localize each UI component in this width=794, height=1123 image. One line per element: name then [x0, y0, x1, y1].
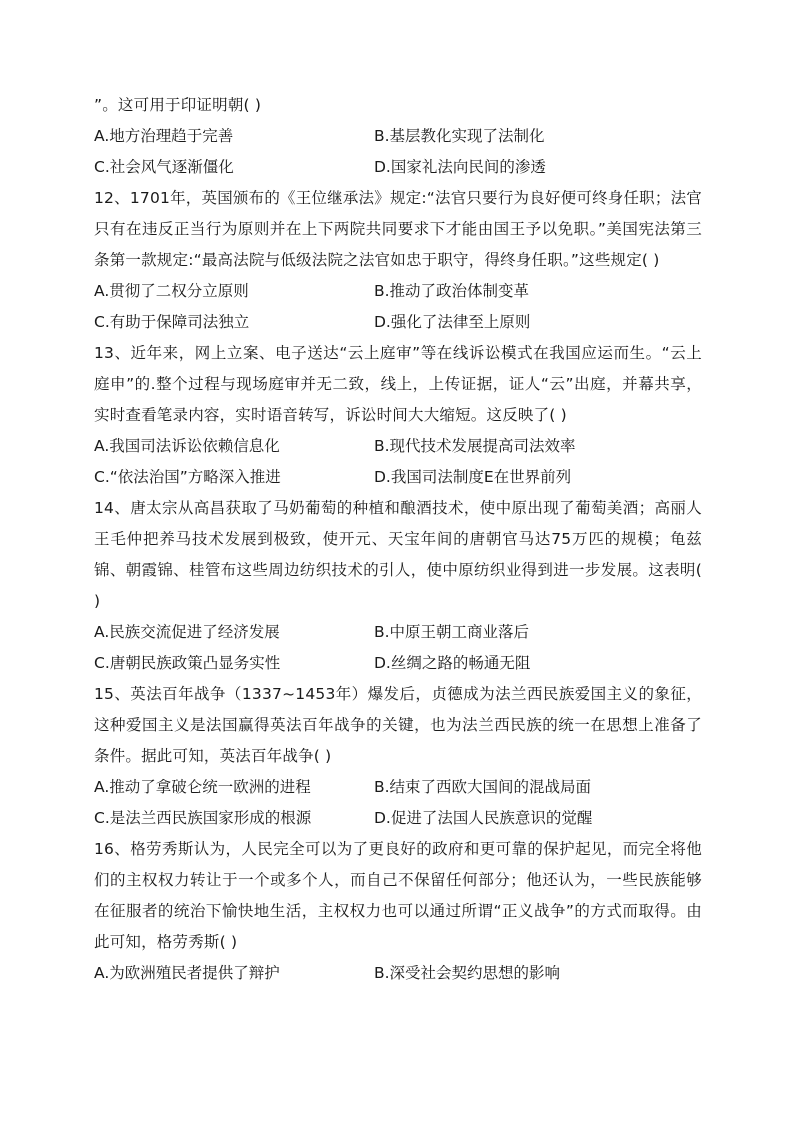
option-a: A.为欧洲殖民者提供了辩护	[94, 964, 280, 982]
option-a: A.贯彻了二权分立原则	[94, 282, 249, 300]
options-grid	[94, 431, 702, 493]
options-grid	[94, 276, 702, 338]
question-stem: 16、格劳秀斯认为，人民完全可以为了更良好的政府和更可靠的保护起见，而完全将他们的主权权力转让于一个或多个人，而自己不保留任何部分；他还认为，一些民族能够在征服者的统治下愉快地生活，主权权力也可以通过所谓“正义战争”的方式而取得。由此可知，格劳秀斯( )	[94, 840, 702, 951]
option-b: B.推动了政治体制变革	[374, 282, 530, 300]
option-a: A.我国司法诉讼依赖信息化	[94, 437, 280, 455]
option-b: B.结束了西欧大国间的混战局面	[374, 778, 592, 796]
option-d: D.促进了法国人民族意识的觉醒	[374, 809, 593, 827]
question-stem: 12、1701年，英国颁布的《王位继承法》规定:“法官只要行为良好便可终身任职；法官只有在违反正当行为原则并在上下两院共同要求下才能由国王予以免职。”美国宪法第三条第一款规定:“最高法院与低级法院之法官如忠于职守，得终身任职。”这些规定( )	[94, 189, 702, 269]
option-d: D.丝绸之路的畅通无阻	[374, 654, 531, 672]
option-b: B.深受社会契约思想的影响	[374, 964, 561, 982]
options-grid	[94, 772, 702, 834]
question-14	[94, 493, 702, 679]
question-stem: 15、英法百年战争（1337~1453年）爆发后，贞德成为法兰西民族爱国主义的象征，这种爱国主义是法国赢得英法百年战争的关键，也为法兰西民族的统一在思想上准备了条件。据此可知，英法百年战争( )	[94, 685, 702, 765]
question-16	[94, 834, 702, 989]
options-grid	[94, 617, 702, 679]
question-list	[94, 90, 702, 989]
question-11-tail	[94, 90, 702, 183]
option-c: C.社会风气逐渐僵化	[94, 158, 234, 176]
question-15	[94, 679, 702, 834]
option-d: D.国家礼法向民间的渗透	[374, 158, 546, 176]
option-d: D.强化了法律至上原则	[374, 313, 531, 331]
option-c: C.“依法治国”方略深入推进	[94, 468, 281, 486]
option-a: A.地方治理趋于完善	[94, 127, 234, 145]
question-stem: ”。这可用于印证明朝( )	[94, 96, 262, 114]
option-c: C.是法兰西民族国家形成的根源	[94, 809, 312, 827]
question-stem: 13、近年来，网上立案、电子送达“云上庭审”等在线诉讼模式在我国应运而生。“云上庭申”的.整个过程与现场庭审并无二致，线上，上传证据，证人“云”出庭，并幕共享，实时查看笔录内容，实时语音转写，诉讼时间大大缩短。这反映了( )	[94, 344, 702, 424]
question-stem: 14、唐太宗从高昌获取了马奶葡萄的种植和酿酒技术，使中原出现了葡萄美酒；高丽人王毛仲把养马技术发展到极致，使开元、天宝年间的唐朝官马达75万匹的规模；龟兹锦、朝霞锦、桂管布这些周边纺织技术的引人，使中原纺织业得到进一步发展。这表明( )	[94, 499, 702, 610]
options-grid	[94, 958, 702, 989]
option-b: B.现代技术发展提高司法效率	[374, 437, 576, 455]
option-c: C.有助于保障司法独立	[94, 313, 250, 331]
option-a: A.民族交流促进了经济发展	[94, 623, 280, 641]
option-d: D.我国司法制度E在世界前列	[374, 468, 572, 486]
option-b: B.中原王朝工商业落后	[374, 623, 530, 641]
options-grid	[94, 121, 702, 183]
question-13	[94, 338, 702, 493]
option-a: A.推动了拿破仑统一欧洲的进程	[94, 778, 311, 796]
option-b: B.基层教化实现了法制化	[374, 127, 545, 145]
option-c: C.唐朝民族政策凸显务实性	[94, 654, 281, 672]
question-12	[94, 183, 702, 338]
